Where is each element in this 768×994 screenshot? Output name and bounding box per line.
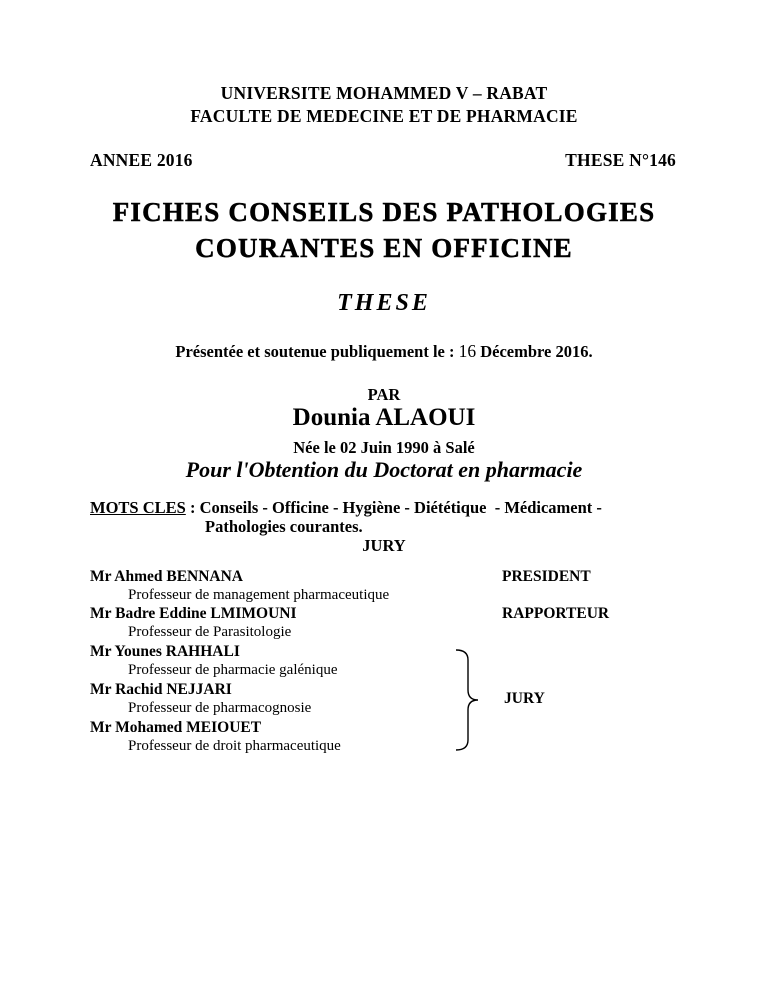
author-birth: Née le 02 Juin 1990 à Salé [293,438,475,457]
presentation-suffix: Décembre 2016. [476,342,593,361]
thesis-year: ANNEE 2016 [90,150,193,170]
jury-member-name: Mr Younes RAHHALI [90,643,240,660]
jury-member-role: PRESIDENT [502,568,591,585]
jury-member-title: Professeur de pharmacie galénique [128,662,338,678]
presentation-prefix: Présentée et soutenue publiquement le : [175,342,459,361]
jury-member-name: Mr Ahmed BENNANA [90,568,243,585]
par-label: PAR [367,385,401,404]
keywords-line1 [90,498,602,518]
keywords-label: MOTS CLES [90,498,186,517]
thesis-title-line2: COURANTES EN OFFICINE [195,233,573,263]
jury-member-title: Professeur de droit pharmaceutique [128,738,341,754]
jury-heading: JURY [362,536,406,555]
keywords-separator: : [185,498,200,517]
thesis-title-line1: FICHES CONSEILS DES PATHOLOGIES [112,197,656,227]
these-label: THESE [337,290,431,316]
jury-member-name: Mr Rachid NEJJARI [90,681,232,698]
jury-brace [452,648,482,752]
keywords-line2: Pathologies courantes. [205,517,363,536]
presentation-day: 16 [458,341,477,361]
thesis-number: THESE N°146 [565,150,676,170]
jury-member-name: Mr Mohamed MEIOUET [90,719,262,736]
presentation-line [0,341,768,362]
degree-line: Pour l'Obtention du Doctorat en pharmacie [185,457,583,482]
jury-member-role: RAPPORTEUR [502,605,610,622]
jury-member-title: Professeur de Parasitologie [128,624,292,640]
jury-group-role: JURY [504,690,545,707]
faculty-name: FACULTE DE MEDECINE ET DE PHARMACIE [190,106,578,126]
jury-member-title: Professeur de pharmacognosie [128,700,312,716]
keywords-values: Conseils - Officine - Hygiène - Diététique - Médicament - [199,498,602,517]
university-name: UNIVERSITE MOHAMMED V – RABAT [220,83,548,103]
jury-member-name: Mr Badre Eddine LMIMOUNI [90,605,297,622]
author-name: Dounia ALAOUI [292,404,476,431]
jury-member-title: Professeur de management pharmaceutique [128,587,390,603]
